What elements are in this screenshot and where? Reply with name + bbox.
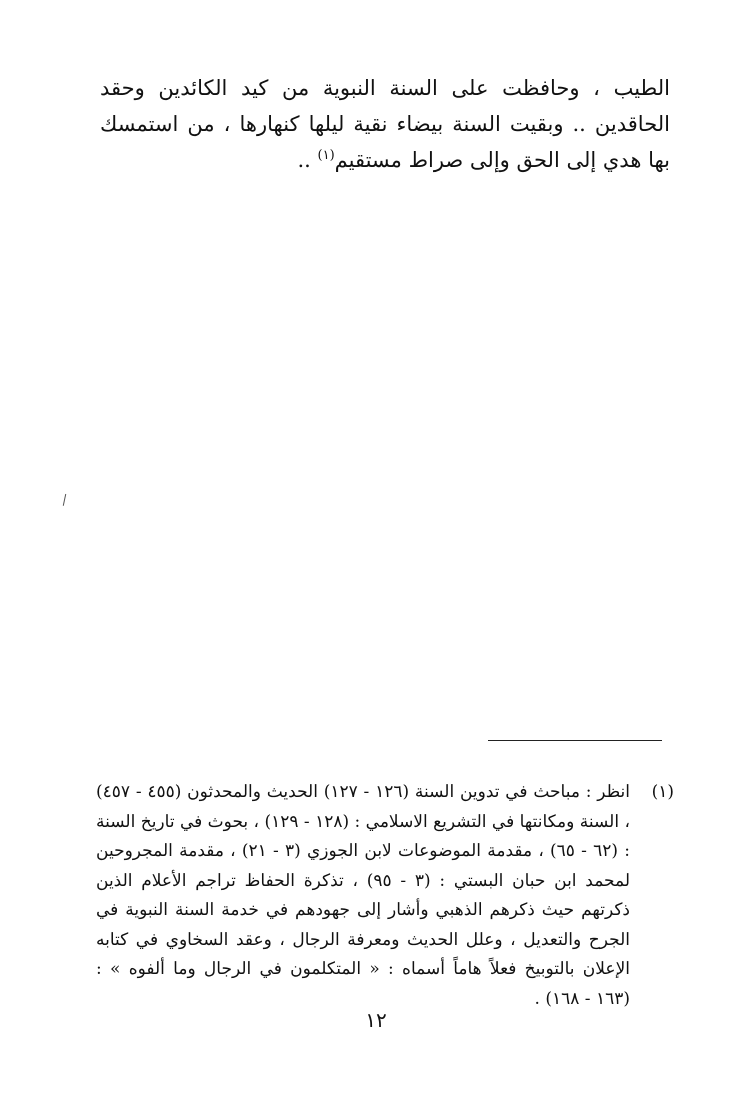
main-paragraph xyxy=(100,70,670,178)
footnote-text: انظر : مباحث في تدوين السنة (١٢٦ - ١٢٧) الحديث والمحدثون (٤٥٥ - ٤٥٧) ، السنة ومكانتها في التشريع الاسلامي : (١٢٨ - ١٢٩) ، بحوث في تاريخ السنة : (٦٢ - ٦٥) ، مقدمة الموضوعات لابن الجوزي (٣ - ٢١) ، مقدمة المجروحين لمحمد ابن حبان البستي : (٣ - ٩٥) ، تذكرة الحفاظ تراجم الأعلام الذين ذكرتهم حيث ذكرهم الذهبي وأشار إلى جهودهم في خدمة السنة النبوية في الجرح والتعديل ، وعلل الحديث ومعرفة الرجال ، وعقد السخاوي في كتابه الإعلان بالتوبيخ فعلاً هاماً أسماه : « المتكلمون في الرجال وما ألفوه » : (١٦٣ - ١٦٨) . xyxy=(96,782,631,1009)
footnote-number: (١) xyxy=(651,782,674,802)
stray-mark xyxy=(63,494,67,506)
page-number: ١٢ xyxy=(365,1008,387,1032)
paragraph-text: الطيب ، وحافظت على السنة النبوية من كيد الكائدين وحقد الحاقدين .. وبقيت السنة بيضاء نقية ليلها كنهارها ، من استمسك بها هدي إلى الحق وإلى صراط مستقيم xyxy=(100,76,670,172)
paragraph-ending: .. xyxy=(297,148,318,172)
paragraph xyxy=(100,70,670,178)
footnote-separator xyxy=(488,740,662,741)
footnote xyxy=(96,778,674,1014)
footnote-reference: (١) xyxy=(317,148,335,163)
